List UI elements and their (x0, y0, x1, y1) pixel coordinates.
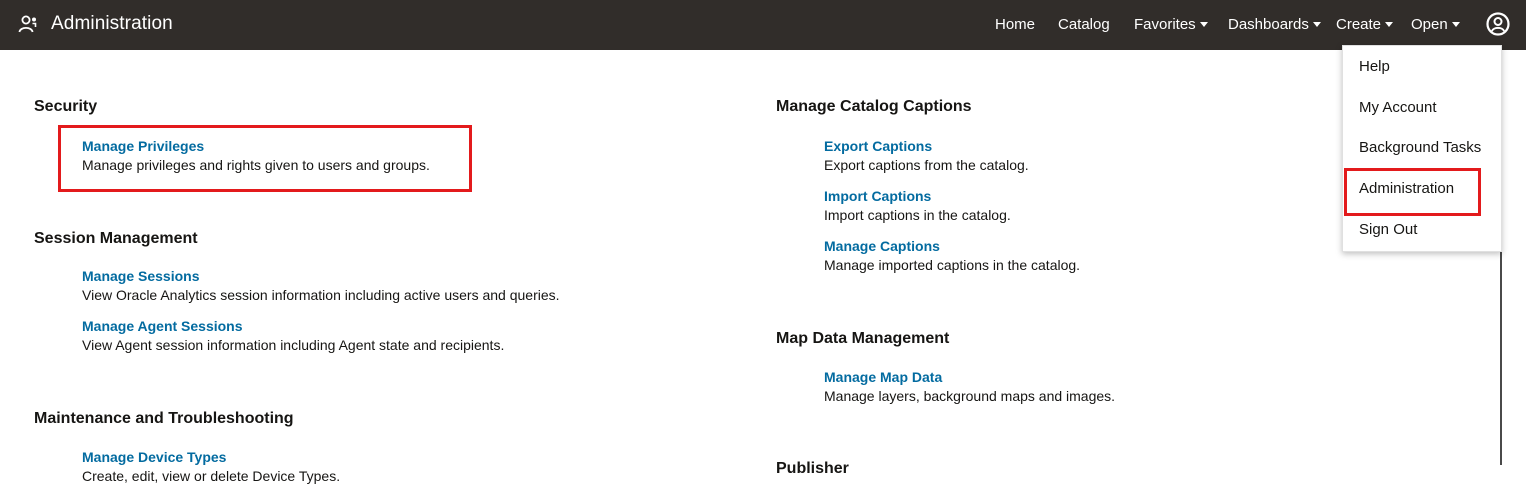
section-title-catalog-captions: Manage Catalog Captions (776, 98, 972, 115)
user-account-icon[interactable] (1485, 11, 1511, 37)
link-export-captions[interactable]: Export Captions (824, 138, 933, 154)
menu-item-sign-out[interactable]: Sign Out (1359, 221, 1418, 238)
link-import-captions[interactable]: Import Captions (824, 188, 932, 204)
page-title: Administration (51, 13, 173, 34)
desc-manage-agent-sessions: View Agent session information including Agent state and recipients. (82, 337, 505, 353)
desc-manage-privileges: Manage privileges and rights given to users and groups. (82, 157, 430, 173)
nav-catalog-label: Catalog (1058, 16, 1110, 33)
user-menu-dropdown (1342, 45, 1502, 252)
desc-manage-device-types: Create, edit, view or delete Device Types. (82, 468, 341, 484)
chevron-down-icon (1452, 22, 1460, 27)
chevron-down-icon (1313, 22, 1321, 27)
link-manage-privileges[interactable]: Manage Privileges (82, 138, 205, 154)
menu-item-my-account[interactable]: My Account (1359, 99, 1437, 116)
nav-favorites-label: Favorites (1134, 16, 1196, 33)
desc-manage-sessions: View Oracle Analytics session information including active users and queries. (82, 287, 560, 303)
link-manage-sessions[interactable]: Manage Sessions (82, 268, 200, 284)
section-title-session-management: Session Management (34, 230, 198, 247)
section-title-publisher: Publisher (776, 460, 849, 477)
nav-dashboards-label: Dashboards (1228, 16, 1309, 33)
section-title-security: Security (34, 98, 98, 115)
nav-dashboards[interactable] (1228, 16, 1321, 33)
nav-catalog[interactable] (1058, 16, 1110, 33)
link-manage-device-types[interactable]: Manage Device Types (82, 449, 227, 465)
menu-item-administration[interactable]: Administration (1359, 180, 1455, 197)
link-manage-agent-sessions[interactable]: Manage Agent Sessions (82, 318, 243, 334)
nav-create[interactable] (1336, 16, 1393, 33)
menu-item-background-tasks[interactable]: Background Tasks (1359, 139, 1482, 156)
link-manage-map-data[interactable]: Manage Map Data (824, 369, 943, 385)
highlight-box-administration (1344, 168, 1481, 216)
section-title-maintenance: Maintenance and Troubleshooting (34, 410, 294, 427)
desc-manage-map-data: Manage layers, background maps and images. (824, 388, 1116, 404)
desc-export-captions: Export captions from the catalog. (824, 157, 1029, 173)
highlight-box-manage-privileges (58, 125, 472, 192)
nav-open[interactable] (1411, 16, 1460, 33)
users-admin-icon (17, 13, 39, 35)
desc-import-captions: Import captions in the catalog. (824, 207, 1011, 223)
top-bar (0, 0, 1526, 50)
nav-home-label: Home (995, 16, 1036, 33)
nav-create-label: Create (1336, 16, 1382, 33)
chevron-down-icon (1200, 22, 1208, 27)
desc-manage-captions: Manage imported captions in the catalog. (824, 257, 1081, 273)
nav-open-label: Open (1411, 16, 1448, 33)
menu-item-help[interactable]: Help (1359, 58, 1390, 75)
link-manage-captions[interactable]: Manage Captions (824, 238, 940, 254)
nav-home[interactable] (995, 16, 1035, 33)
chevron-down-icon (1385, 22, 1393, 27)
section-title-map-data: Map Data Management (776, 330, 950, 347)
nav-favorites[interactable] (1134, 16, 1208, 33)
